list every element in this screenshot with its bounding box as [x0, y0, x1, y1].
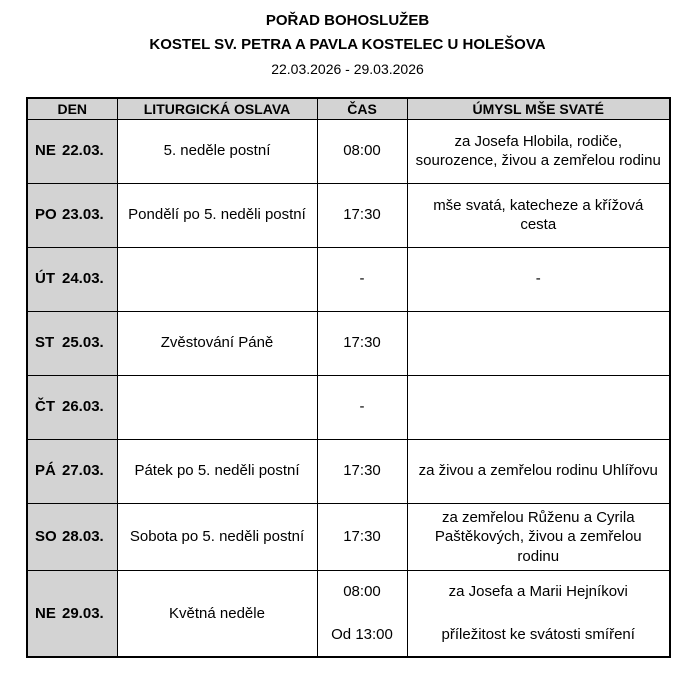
intention-cell	[407, 311, 670, 375]
day-date: 28.03.	[62, 528, 104, 545]
celebration-cell: 5. neděle postní	[117, 119, 317, 183]
day-cell	[27, 247, 117, 311]
day-abbr: NE	[35, 142, 56, 160]
intention-cell	[407, 571, 670, 657]
time-entry: 08:00	[343, 142, 381, 160]
time-cell	[317, 375, 407, 439]
time-cell	[317, 247, 407, 311]
intention-entry: -	[535, 270, 541, 288]
celebration-cell: Pondělí po 5. neděli postní	[117, 183, 317, 247]
page-title: POŘAD BOHOSLUŽEB	[265, 12, 430, 29]
intention-entry: za Josefa Hlobila, rodiče, sourozence, živou a zemřelou rodinu	[415, 132, 661, 169]
day-abbr: ST	[35, 334, 55, 352]
day-abbr: SO	[35, 528, 57, 545]
day-date: 22.03.	[62, 142, 104, 160]
celebration-cell: Pátek po 5. neděli postní	[117, 439, 317, 503]
time-cell	[317, 503, 407, 571]
day-date: 27.03.	[62, 462, 104, 480]
col-header-den: DEN	[27, 98, 117, 119]
day-abbr: PO	[35, 206, 57, 224]
table-row	[27, 571, 670, 657]
celebration-cell	[117, 247, 317, 311]
day-cell	[27, 375, 117, 439]
day-date: 25.03.	[62, 334, 104, 352]
intention-cell	[407, 247, 670, 311]
day-cell	[27, 571, 117, 657]
intention-cell	[407, 183, 670, 247]
intention-entry: příležitost ke svátosti smíření	[441, 626, 635, 644]
day-cell	[27, 119, 117, 183]
time-cell	[317, 571, 407, 657]
schedule-body	[27, 119, 670, 657]
table-row	[27, 119, 670, 183]
time-entry: 17:30	[343, 206, 381, 224]
schedule-table	[26, 97, 671, 658]
col-header-umysl-mse-svate: ÚMYSL MŠE SVATÉ	[407, 98, 670, 119]
time-cell	[317, 119, 407, 183]
header-row	[27, 98, 670, 119]
intention-entry: za zemřelou Růženu a Cyrila Paštěkových, živou a zemřelou rodinu	[434, 508, 642, 565]
intention-cell	[407, 439, 670, 503]
day-date: 26.03.	[62, 398, 104, 416]
time-entry: 17:30	[343, 334, 381, 352]
day-abbr: PÁ	[35, 462, 56, 480]
col-header-liturgicka-oslava: LITURGICKÁ OSLAVA	[117, 98, 317, 119]
time-entry: -	[359, 270, 365, 288]
col-header-cas: ČAS	[317, 98, 407, 119]
time-cell	[317, 439, 407, 503]
table-row	[27, 439, 670, 503]
table-row	[27, 503, 670, 571]
date-range: 22.03.2026 - 29.03.2026	[271, 61, 424, 77]
day-abbr: ÚT	[35, 270, 55, 288]
time-entry: -	[359, 398, 365, 416]
time-entry: 17:30	[343, 462, 381, 480]
day-abbr: ČT	[35, 398, 55, 416]
celebration-cell: Sobota po 5. neděli postní	[117, 503, 317, 571]
day-date: 24.03.	[62, 270, 104, 288]
day-cell	[27, 311, 117, 375]
intention-cell	[407, 119, 670, 183]
table-row	[27, 183, 670, 247]
day-cell	[27, 183, 117, 247]
time-entry: 08:00	[343, 582, 381, 600]
day-date: 29.03.	[62, 604, 104, 622]
table-row	[27, 375, 670, 439]
celebration-cell	[117, 375, 317, 439]
time-entry: Od 13:00	[331, 626, 393, 644]
intention-entry: za Josefa a Marii Hejníkovi	[448, 582, 628, 600]
time-cell	[317, 311, 407, 375]
day-cell	[27, 439, 117, 503]
intention-entry: mše svatá, katecheze a křížová cesta	[433, 196, 644, 233]
celebration-cell: Zvěstování Páně	[117, 311, 317, 375]
intention-cell	[407, 503, 670, 571]
day-cell	[27, 503, 117, 571]
day-abbr: NE	[35, 604, 56, 622]
table-row	[27, 247, 670, 311]
page-subtitle: KOSTEL SV. PETRA A PAVLA KOSTELEC U HOLEŠOVA	[149, 36, 546, 53]
table-row	[27, 311, 670, 375]
intention-entry: za živou a zemřelou rodinu Uhlířovu	[418, 462, 658, 480]
document-header	[26, 12, 669, 77]
time-entry: 17:30	[343, 528, 381, 545]
intention-cell	[407, 375, 670, 439]
celebration-cell: Květná neděle	[117, 571, 317, 657]
day-date: 23.03.	[62, 206, 104, 224]
time-cell	[317, 183, 407, 247]
schedule-table-head	[27, 98, 670, 119]
